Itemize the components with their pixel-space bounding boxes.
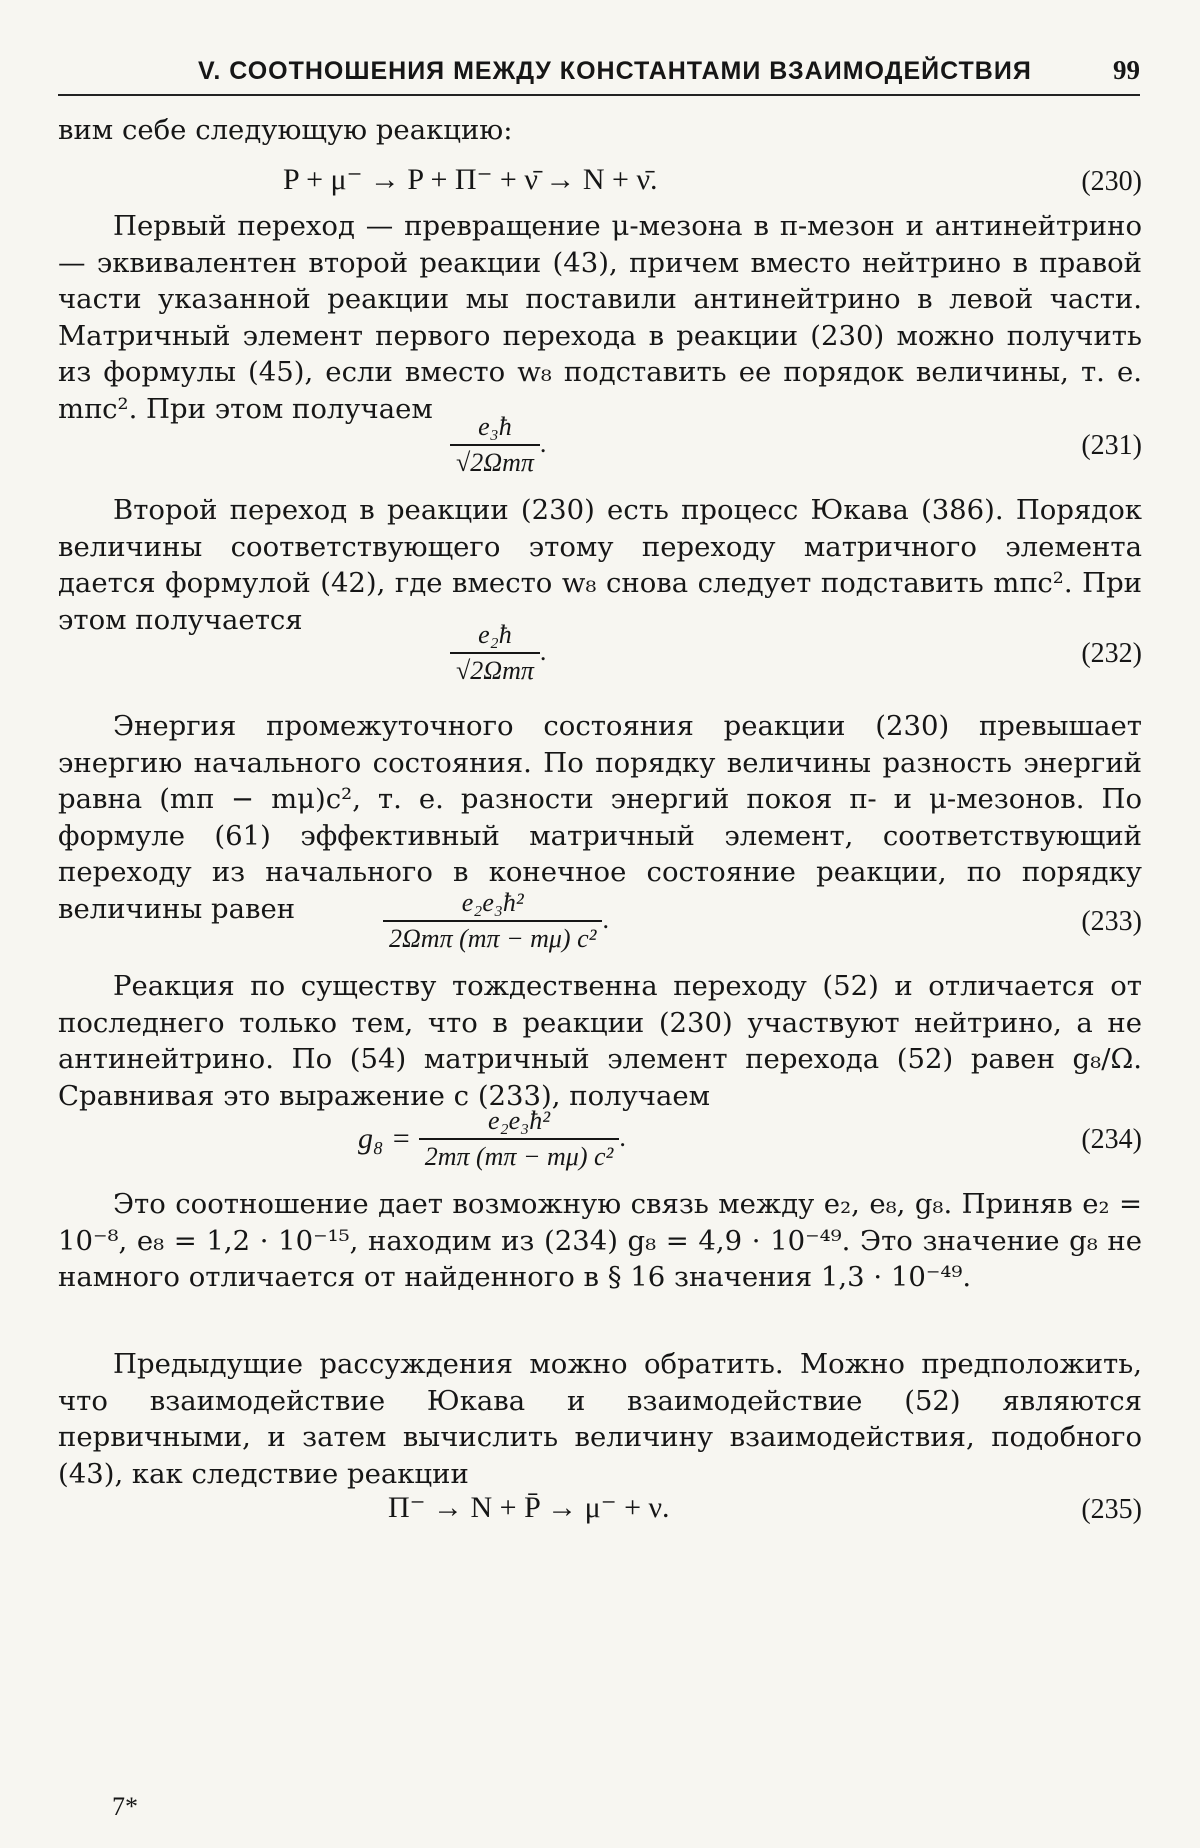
paragraph-reaction-identity: Реакция по существу тождественна переходу (52) и отличается от последнего только тем, что в реакции (230) участвуют нейтрино, а не антинейтрино. По (54) матричный элемент перехода (52) равен g₈/Ω. Сравнивая это выражение с (233), получаем — [58, 970, 1142, 1112]
equation-tail: . — [539, 636, 547, 666]
equation-number: (231) — [1081, 430, 1142, 461]
fraction — [450, 620, 540, 686]
fraction-numerator: e₂e₃ħ² — [383, 888, 602, 922]
equation-233 — [58, 888, 1142, 960]
equation-235 — [58, 1486, 1142, 1550]
running-header — [58, 44, 1140, 96]
equation-232 — [58, 620, 1142, 692]
equation-tail: . — [602, 904, 609, 934]
equation-number: (232) — [1081, 638, 1142, 669]
equation-expression: P + μ⁻ → P + Π⁻ + ν̄ → N + ν̄. — [283, 163, 658, 196]
fraction-denominator: 2mπ (mπ − mμ) c² — [424, 1142, 614, 1171]
equation-number: (233) — [1081, 906, 1142, 937]
fraction-denominator: 2Ωmπ (mπ − mμ) c² — [389, 924, 597, 953]
fraction-denominator: √2Ωmπ — [456, 448, 534, 477]
equation-number: (230) — [1081, 166, 1142, 197]
equation-lhs: g₈ = — [358, 1122, 412, 1155]
paragraph-first-transition: Первый переход — превращение μ-мезона в π-мезон и антинейтрино — эквивалентен второй реакции (43), причем вместо нейтрино в правой части указанной реакции мы поставили антинейтрино в левой части. Матричный элемент первого перехода в реакции (230) можно получить из формулы (45), если вместо w₈ подставить ее порядок величины, т. е. mπc². При этом получаем — [58, 210, 1142, 425]
fraction-denominator: √2Ωmπ — [456, 656, 534, 685]
paragraph-second-transition: Второй переход в реакции (230) есть процесс Юкава (386). Порядок величины соответствующего этому переходу матричного элемента дается формулой (42), где вместо w₈ снова следует подставить mπc². При этом получается — [58, 494, 1142, 636]
equation-231 — [58, 412, 1142, 484]
fraction — [383, 888, 602, 954]
signature-mark: 7* — [112, 1792, 138, 1821]
fraction-numerator: e₂e₃ħ² — [419, 1106, 620, 1140]
paragraph-intermediate-state: Энергия промежуточного состояния реакции (230) превышает энергию начального состояния. По порядку величины разность энергий равна (mπ − mμ)c², т. е. разности энергий покоя π- и μ-мезонов. По формуле (61) эффективный матричный элемент, соответствующий переходу из начального в конечное состояние реакции, по порядку величины равен — [58, 710, 1142, 925]
paragraph-coupling-estimate: Это соотношение дает возможную связь между e₂, e₈, g₈. Приняв e₂ = 10⁻⁸, e₈ = 1,2 · 10⁻¹⁵, находим из (234) g₈ = 4,9 · 10⁻⁴⁹. Это значение g₈ не намного отличается от найденного в § 16 значения 1,3 · 10⁻⁴⁹. — [58, 1188, 1142, 1294]
paragraph-intro: вим себе следующую реакцию: — [58, 114, 513, 146]
paragraph-reverse-argument: Предыдущие рассуждения можно обратить. Можно предположить, что взаимодействие Юкава и взаимодействие (52) являются первичными, и затем вычислить величину взаимодействия, подобного (43), как следствие реакции — [58, 1348, 1142, 1490]
section-title: V. СООТНОШЕНИЯ МЕЖДУ КОНСТАНТАМИ ВЗАИМОДЕЙСТВИЯ — [198, 57, 1032, 85]
fraction-numerator: e₂ħ — [450, 620, 540, 654]
page-number: 99 — [1113, 55, 1140, 85]
equation-number: (234) — [1081, 1124, 1142, 1155]
equation-expression: Π⁻ → N + P̄ → μ⁻ + ν. — [388, 1491, 670, 1524]
fraction-numerator: e₃ħ — [450, 412, 540, 446]
equation-234 — [58, 1106, 1142, 1178]
equation-number: (235) — [1081, 1494, 1142, 1525]
equation-tail: . — [619, 1122, 626, 1152]
equation-tail: . — [539, 428, 547, 458]
fraction — [450, 412, 540, 478]
fraction — [419, 1106, 620, 1172]
